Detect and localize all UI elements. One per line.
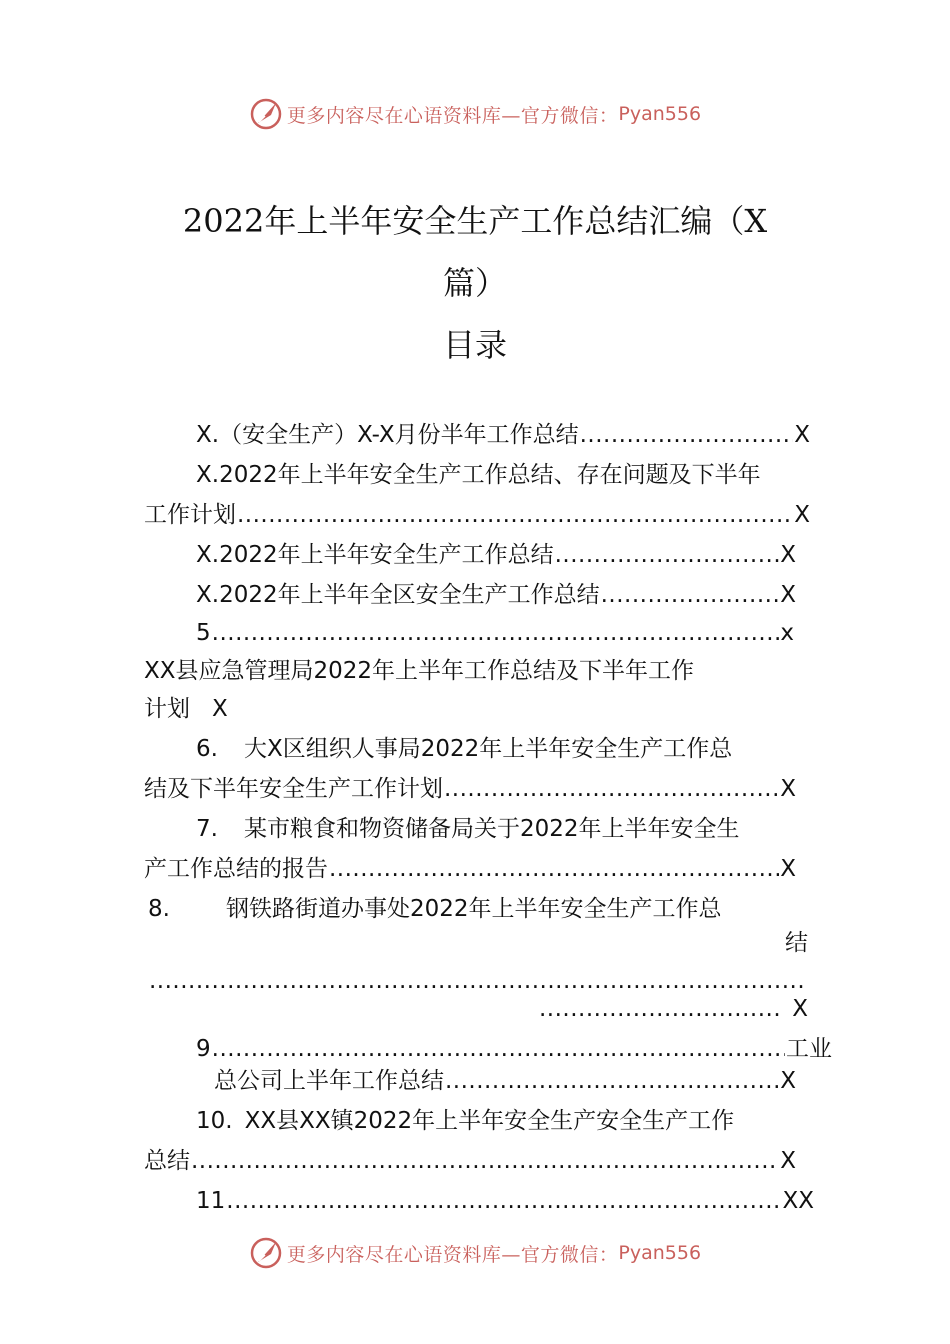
watermark-banner-bottom bbox=[0, 1233, 950, 1273]
toc-entry-10-line1[interactable]: 10. XX县XX镇2022年上半年安全生产安全生产工作 bbox=[196, 1108, 735, 1134]
document-title-line2: 篇） bbox=[442, 264, 507, 302]
toc-entry-1[interactable]: X.（安全生产）X-X月份半年工作总结 ..... X bbox=[196, 420, 810, 450]
toc-entry-5-line2[interactable]: XX县应急管理局2022年上半年工作总结及下半年工作 bbox=[144, 658, 695, 684]
toc-entry-10-line2[interactable]: 总结 ..... X bbox=[144, 1146, 796, 1176]
toc-entry-8-line2[interactable]: 结 bbox=[785, 930, 808, 956]
watermark-text: 更多内容尽在心语资料库—官方微信： bbox=[286, 104, 619, 127]
watermark-wechat-id: Pyan556 bbox=[618, 103, 702, 125]
watermark-wechat-id: Pyan556 bbox=[618, 1242, 702, 1264]
toc-entry-9[interactable]: 9 ..... 工业 bbox=[196, 1034, 832, 1064]
toc-entry-3[interactable]: X.2022年上半年安全生产工作总结 ..... X bbox=[196, 540, 796, 570]
toc-entry-4[interactable]: X.2022年上半年全区安全生产工作总结 ..... X bbox=[196, 580, 796, 610]
watermark-text: 更多内容尽在心语资料库—官方微信： bbox=[286, 1243, 619, 1266]
toc-entry-7-line2[interactable]: 产工作总结的报告 ..... X bbox=[144, 854, 796, 884]
toc-entry-8-line1[interactable]: 8. 钢铁路街道办事处2022年上半年安全生产工作总 bbox=[148, 896, 722, 922]
toc-entry-6-line2[interactable]: 结及下半年安全生产工作计划 ..... X bbox=[144, 774, 796, 804]
toc-entry-6-line1[interactable]: 6. 大X区组织人事局2022年上半年安全生产工作总 bbox=[196, 736, 733, 762]
toc-entry-5-line3[interactable]: 计划 X bbox=[144, 696, 228, 722]
toc-entry-2-line2[interactable]: 工作计划 ..... X bbox=[144, 500, 810, 530]
toc-entry-11[interactable]: 11 ..... XX bbox=[196, 1186, 814, 1216]
toc-entry-8-leader bbox=[148, 966, 804, 996]
toc-entry-5[interactable]: 5 ..... x bbox=[196, 618, 794, 648]
toc-entry-8-page[interactable]: ..... X bbox=[538, 994, 808, 1024]
toc-entry-9-line2[interactable]: 总公司上半年工作总结 ..... X bbox=[214, 1066, 796, 1096]
toc-entry-7-line1[interactable]: 7. 某市粮食和物资储备局关于2022年上半年安全生 bbox=[196, 816, 740, 842]
feather-pen-logo-icon bbox=[249, 1236, 283, 1270]
toc-entry-2-line1[interactable]: X.2022年上半年安全生产工作总结、存在问题及下半年 bbox=[196, 462, 761, 488]
toc-heading: 目录 bbox=[442, 326, 507, 364]
document-title-line1: 2022年上半年安全生产工作总结汇编（X bbox=[182, 202, 768, 240]
